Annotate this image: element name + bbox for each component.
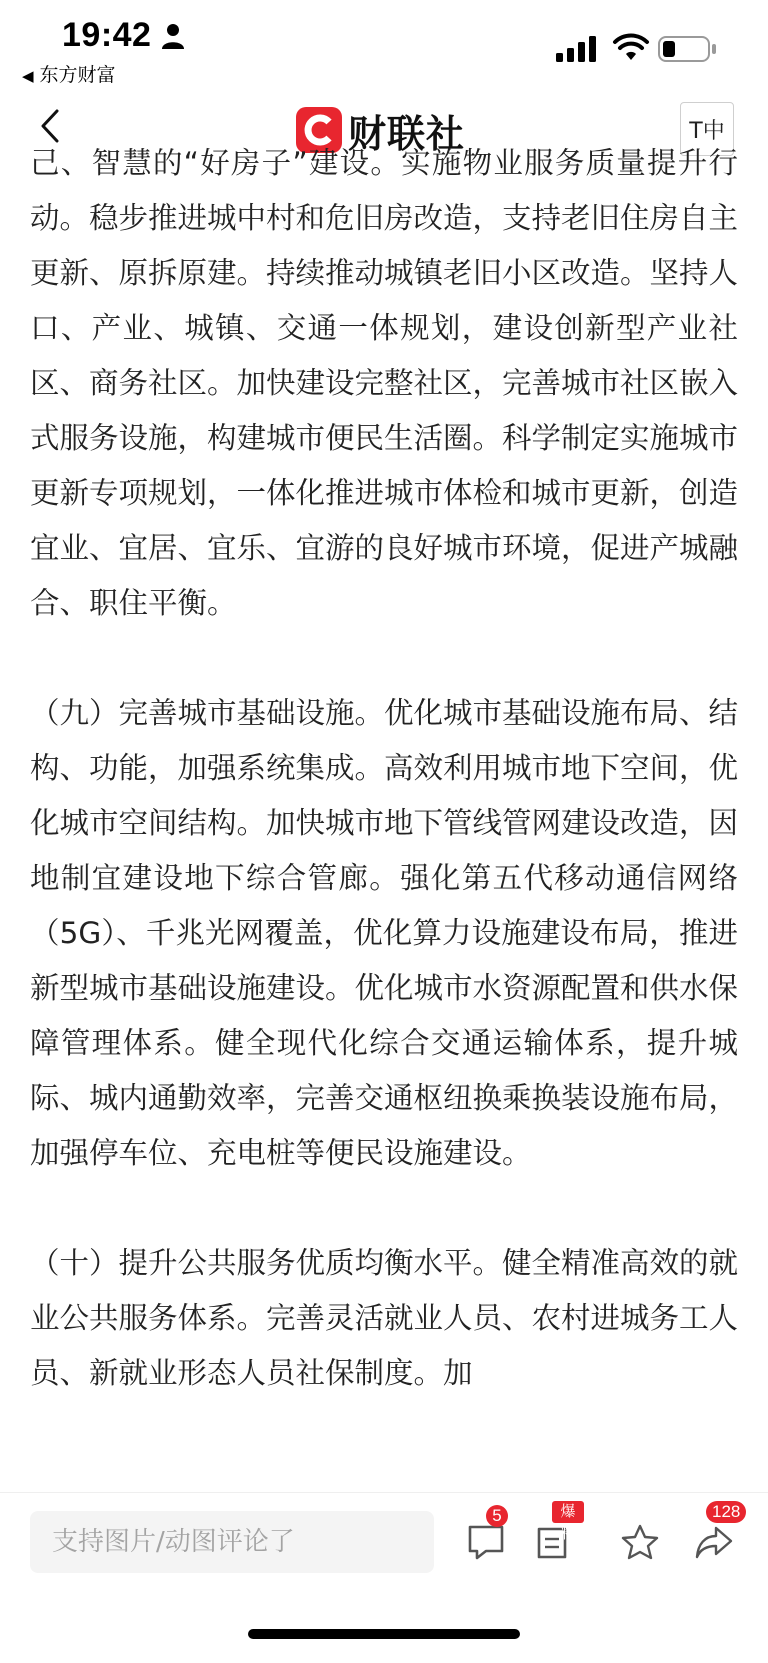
share-arrow-icon bbox=[694, 1523, 734, 1561]
share-button[interactable] bbox=[688, 1502, 744, 1571]
report-button[interactable] bbox=[528, 1503, 584, 1571]
brand-name: 财联社 bbox=[348, 111, 466, 156]
person-icon bbox=[160, 22, 186, 50]
comment-input[interactable] bbox=[30, 1511, 434, 1573]
battery-icon bbox=[658, 36, 718, 62]
article-paragraph: （九）完善城市基础设施。优化城市基础设施布局、结构、功能，加强系统集成。高效利用城市地下空间，优化城市空间结构。加快城市地下管线管网建设改造，因地制宜建设地下综合管廊。强化第五代移动通信网络（5G）、千兆光网覆盖，优化算力设施建设布局，推进新型城市基础设施建设。优化城市水资源配置和供水保障管理体系。健全现代化综合交通运输体系，提升城际、城内通勤效率，完善交通枢纽换乘换装设施布局，加强停车位、充电桩等便民设施建设。 bbox=[30, 696, 739, 1170]
article-paragraph: （十）提升公共服务优质均衡水平。健全精准高效的就业公共服务体系。完善灵活就业人员、农村进城务工人员、新就业形态人员社保制度。加 bbox=[30, 1246, 739, 1390]
back-triangle-icon: ◀ bbox=[22, 67, 34, 85]
signal-icon bbox=[556, 36, 600, 62]
wifi-icon bbox=[614, 34, 648, 62]
comments-count-badge: 5 bbox=[486, 1505, 508, 1527]
report-badge: 爆料 bbox=[552, 1501, 584, 1523]
share-count-badge: 128 bbox=[706, 1501, 746, 1523]
status-time: 19:42 bbox=[62, 16, 152, 54]
article-paragraph: 己、智慧的“好房子”建设。实施物业服务质量提升行动。稳步推进城中村和危旧房改造，支持老旧住房自主更新、原拆原建。持续推动城镇老旧小区改造。坚持人口、产业、城镇、交通一体规划，建设创新型产业社区、商务社区。加快建设完整社区，完善城市社区嵌入式服务设施，构建城市便民生活圈。科学制定实施城市更新专项规划，一体化推进城市体检和城市更新，创造宜业、宜居、宜乐、宜游的良好城市环境，促进产城融合、职住平衡。 bbox=[30, 146, 739, 620]
back-to-app-link[interactable] bbox=[22, 60, 116, 87]
comments-button[interactable] bbox=[460, 1506, 516, 1571]
back-app-label: 东方财富 bbox=[39, 64, 116, 86]
home-indicator bbox=[248, 1629, 520, 1639]
status-bar bbox=[0, 0, 768, 92]
bottom-action-bar bbox=[0, 1492, 768, 1663]
article-body bbox=[0, 146, 768, 1492]
comment-bubble-icon bbox=[466, 1523, 506, 1561]
favorite-button[interactable] bbox=[614, 1511, 670, 1571]
font-size-button[interactable]: T中 bbox=[680, 102, 734, 156]
star-icon bbox=[620, 1523, 660, 1561]
